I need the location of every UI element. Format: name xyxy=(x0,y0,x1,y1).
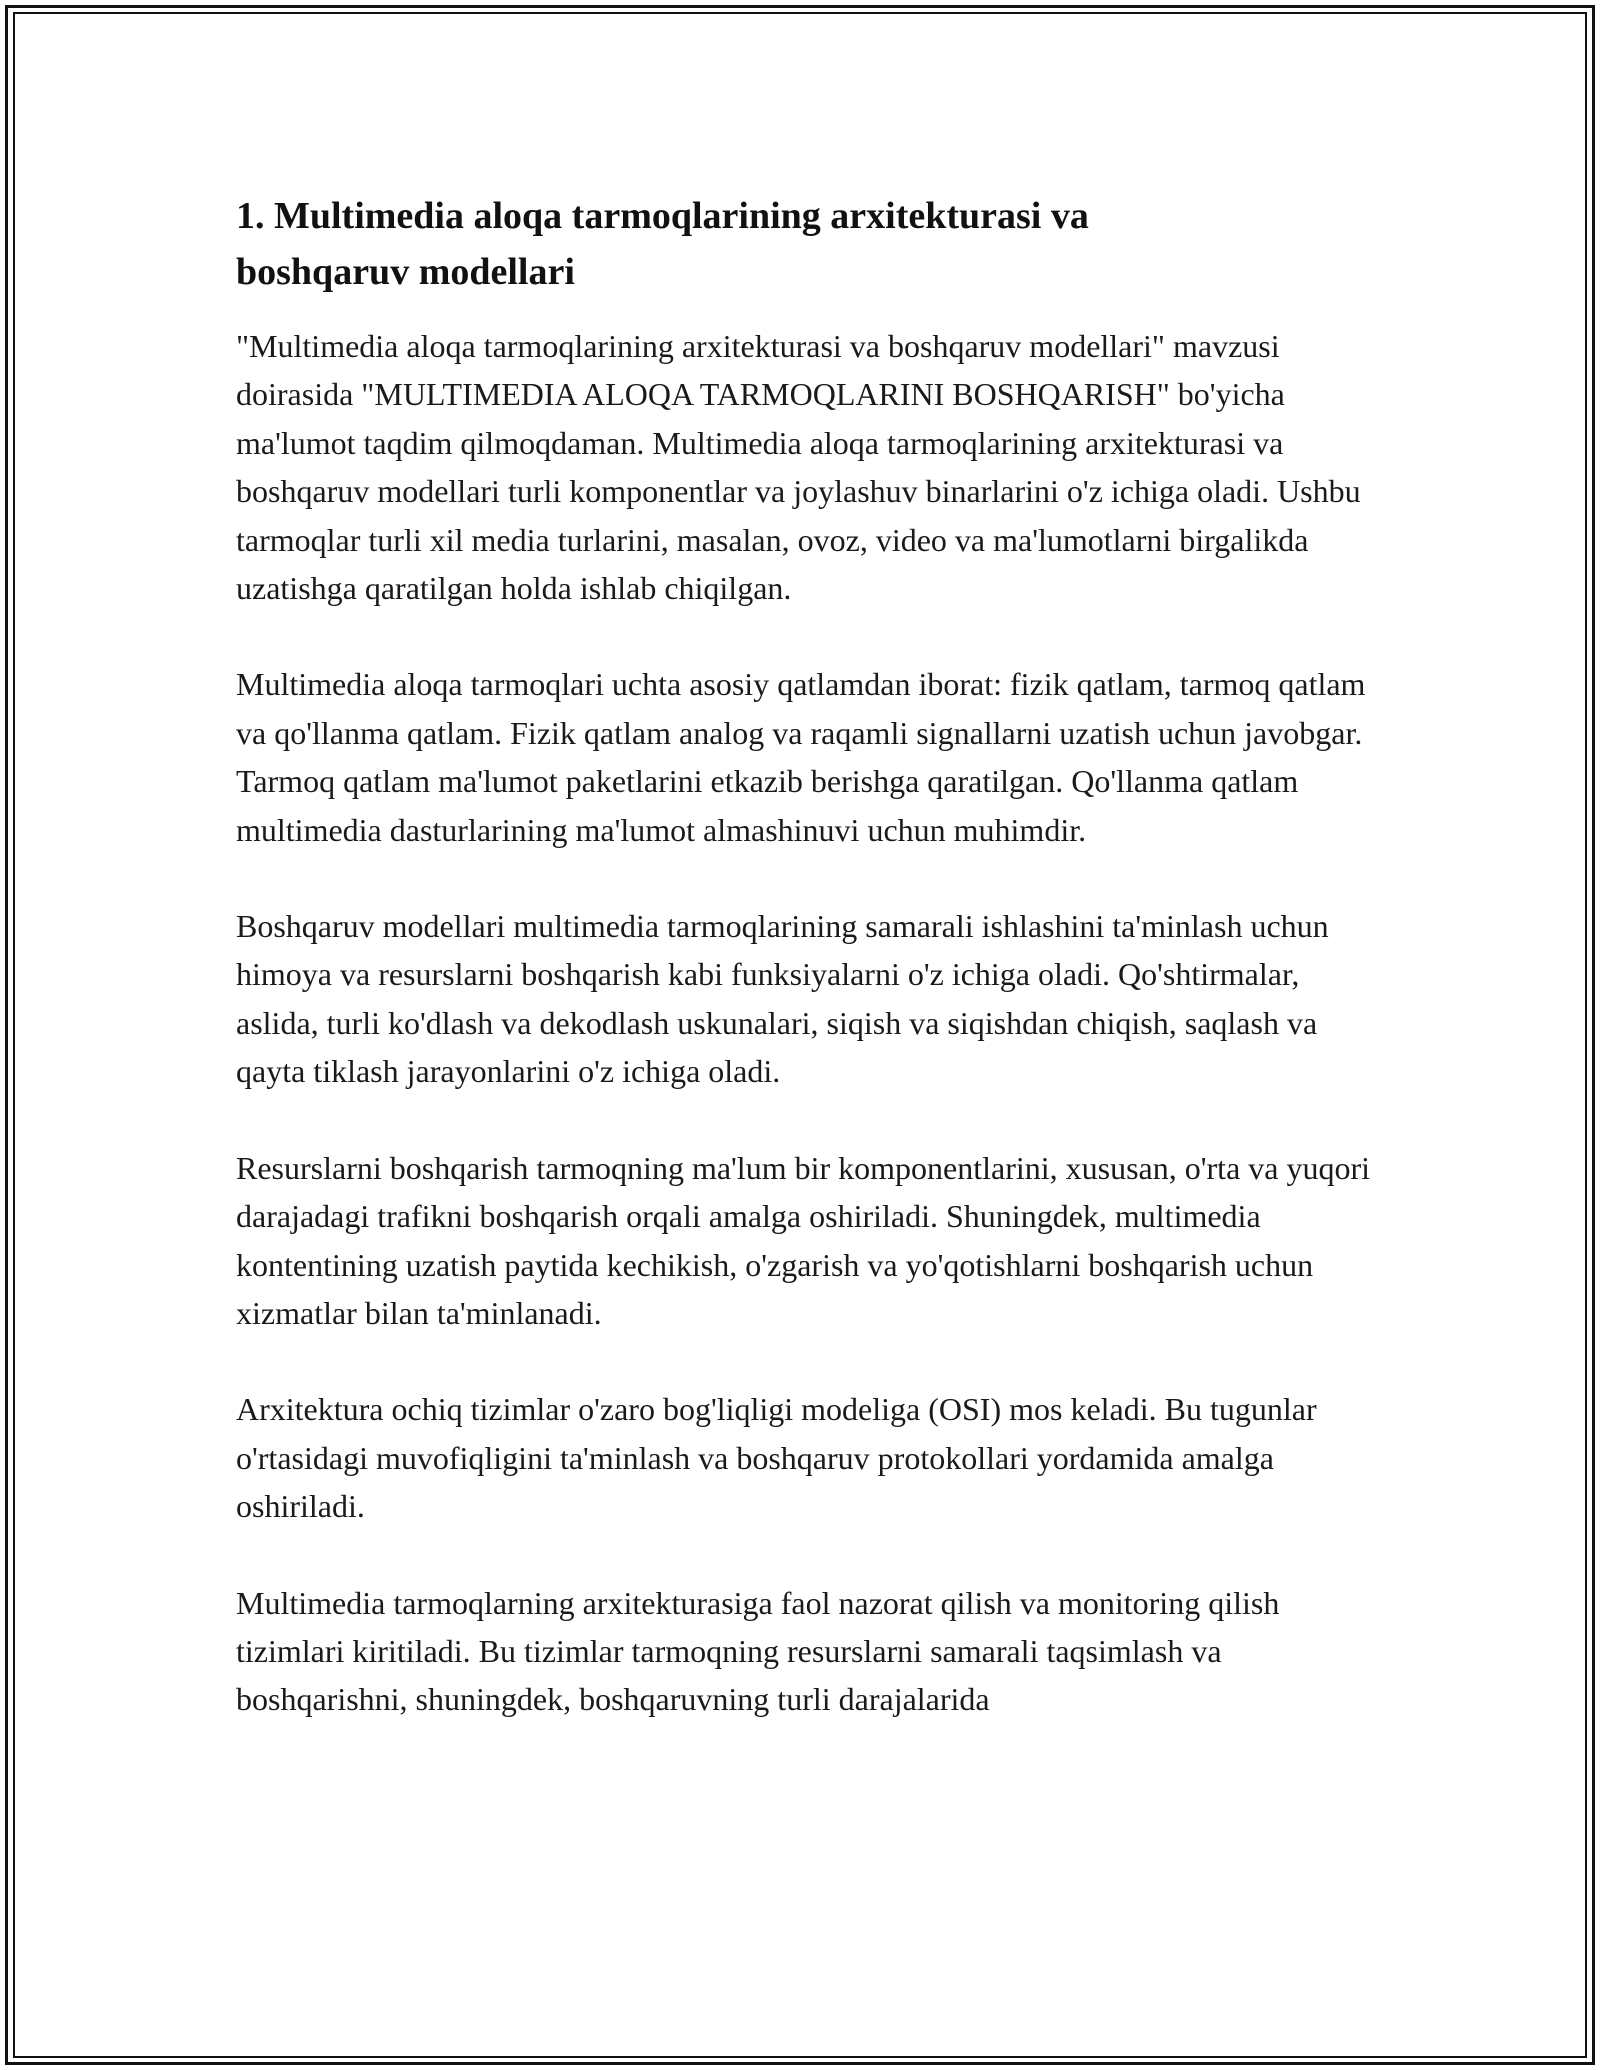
paragraph-3: Boshqaruv modellari multimedia tarmoqlarining samarali ishlashini ta'minlash uchun himoya va resurslarni boshqarish kabi funksiyalarni o'z ichiga oladi. Qo'shtirmalar, aslida, turli ko'dlash va dekodlash uskunalari, siqish va siqishdan chiqish, saqlash va qayta tiklash jarayonlarini o'z ichiga oladi. xyxy=(236,908,1329,1090)
paragraph-2: Multimedia aloqa tarmoqlari uchta asosiy qatlamdan iborat: fizik qatlam, tarmoq qatlam va qo'llanma qatlam. Fizik qatlam analog va raqamli signallarni uzatish uchun javobgar. Tarmoq qatlam ma'lumot paketlarini etkazib berishga qaratilgan. Qo'llanma qatlam multimedia dasturlarining ma'lumot almashinuvi uchun muhimdir. xyxy=(236,666,1366,848)
paragraph-4: Resurslarni boshqarish tarmoqning ma'lum bir komponentlarini, xususan, o'rta va yuqori darajadagi trafikni boshqarish orqali amalga oshiriladi. Shuningdek, multimedia kontentining uzatish paytida kechikish, o'zgarish va yo'qotishlarni boshqarish uchun xizmatlar bilan ta'minlanadi. xyxy=(236,1149,1371,1331)
paragraph-6: Multimedia tarmoqlarning arxitekturasiga faol nazorat qilish va monitoring qilish tizimlari kiritiladi. Bu tizimlar tarmoqning resurslarni samarali taqsimlash va boshqarishni, shuningdek, boshqaruvning turli darajalarida xyxy=(236,1584,1280,1718)
document-title: 1. Multimedia aloqa tarmoqlarining arxitekturasi va boshqaruv modellari xyxy=(236,195,1089,293)
paragraph-5: Arxitektura ochiq tizimlar o'zaro bog'liqligi modeliga (OSI) mos keladi. Bu tugunlar o'rtasidagi muvofiqligini ta'minlash va boshqaruv protokollari yordamida amalga oshiriladi. xyxy=(236,1391,1317,1525)
document-body xyxy=(236,188,1376,1772)
paragraph-1: "Multimedia aloqa tarmoqlarining arxitekturasi va boshqaruv modellari" mavzusi doirasida "MULTIMEDIA ALOQA TARMOQLARINI BOSHQARISH" bo'yicha ma'lumot taqdim qilmoqdaman. Multimedia aloqa tarmoqlarining arxitekturasi va boshqaruv modellari turli komponentlar va joylashuv binarlarini o'z ichiga oladi. Ushbu tarmoqlar turli xil media turlarini, masalan, ovoz, video va ma'lumotlarni birgalikda uzatishga qaratilgan holda ishlab chiqilgan. xyxy=(236,328,1361,607)
